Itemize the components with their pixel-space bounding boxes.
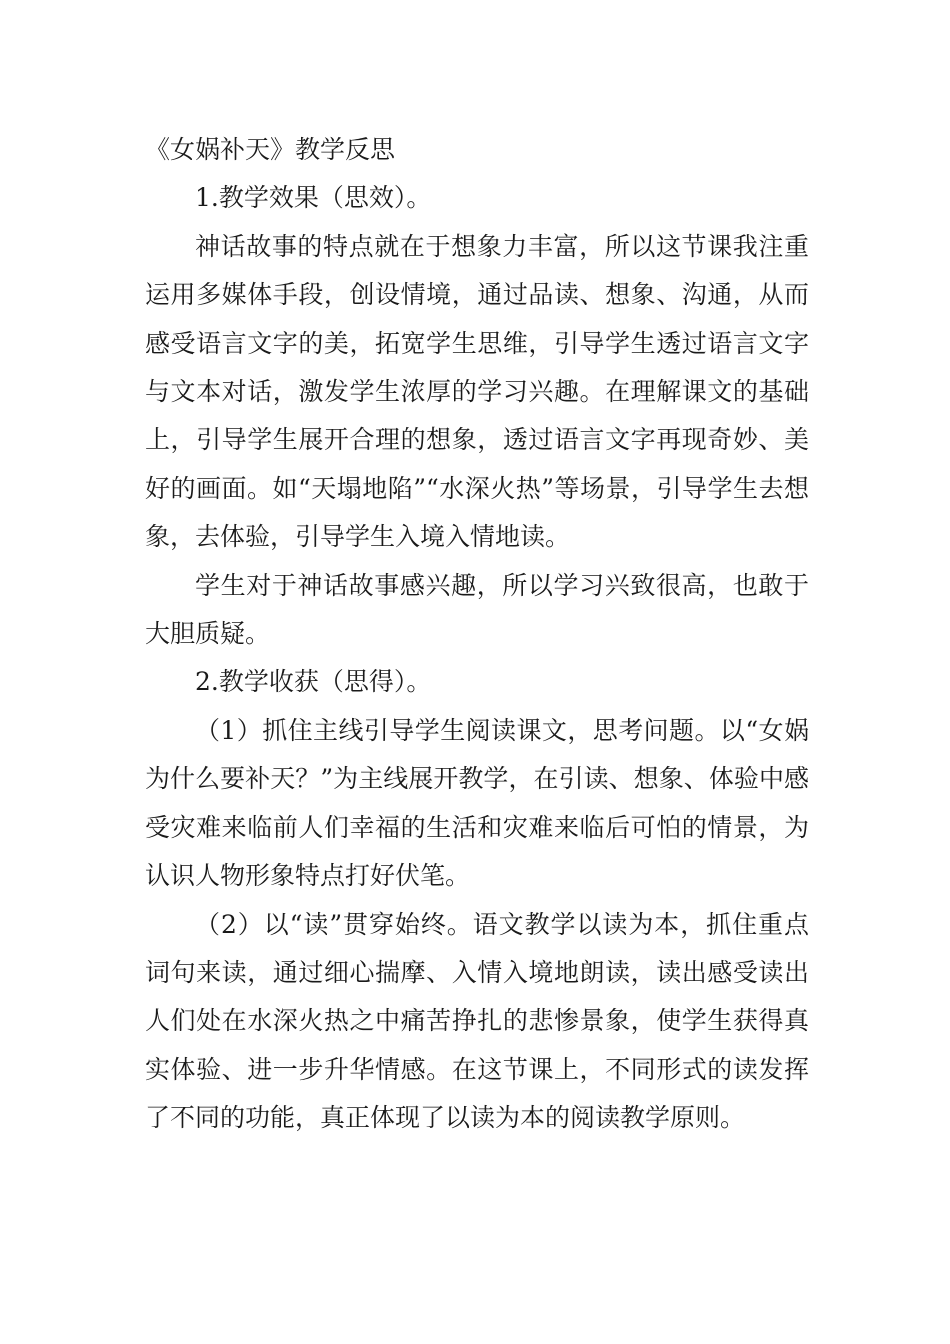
paragraph-effect-1: 神话故事的特点就在于想象力丰富，所以这节课我注重运用多媒体手段，创设情境，通过品读、想象、沟通，从而感受语言文字的美，拓宽学生思维，引导学生透过语言文字与文本对话，激发学生浓厚的学习兴趣。在理解课文的基础上，引导学生展开合理的想象，透过语言文字再现奇妙、美好的画面。如“天塌地陷”“水深火热”等场景，引导学生去想象，去体验，引导学生入境入情地读。 [145,231,809,552]
document-title: 《女娲补天》教学反思 [145,135,396,164]
section-heading-effect: 1.教学效果（思效）。 [195,183,432,213]
paragraph-gains-2: （2）以“读”贯穿始终。语文教学以读为本，抓住重点词句来读，通过细心揣摩、入情入境地朗读，读出感受读出人们处在水深火热之中痛苦挣扎的悲惨景象，使学生获得真实体验、进一步升华情感。在这节课上，不同形式的读发挥了不同的功能，真正体现了以读为本的阅读教学原则。 [145,909,809,1133]
paragraph-effect-2: 学生对于神话故事感兴趣，所以学习兴致很高，也敢于大胆质疑。 [145,570,809,649]
section-heading-gains: 2.教学收获（思得）。 [195,667,432,697]
document-body [145,126,809,1143]
paragraph-gains-1: （1）抓住主线引导学生阅读课文，思考问题。以“女娲为什么要补天？”为主线展开教学，在引读、想象、体验中感受灾难来临前人们幸福的生活和灾难来临后可怕的情景，为认识人物形象特点打好伏笔。 [145,715,809,891]
